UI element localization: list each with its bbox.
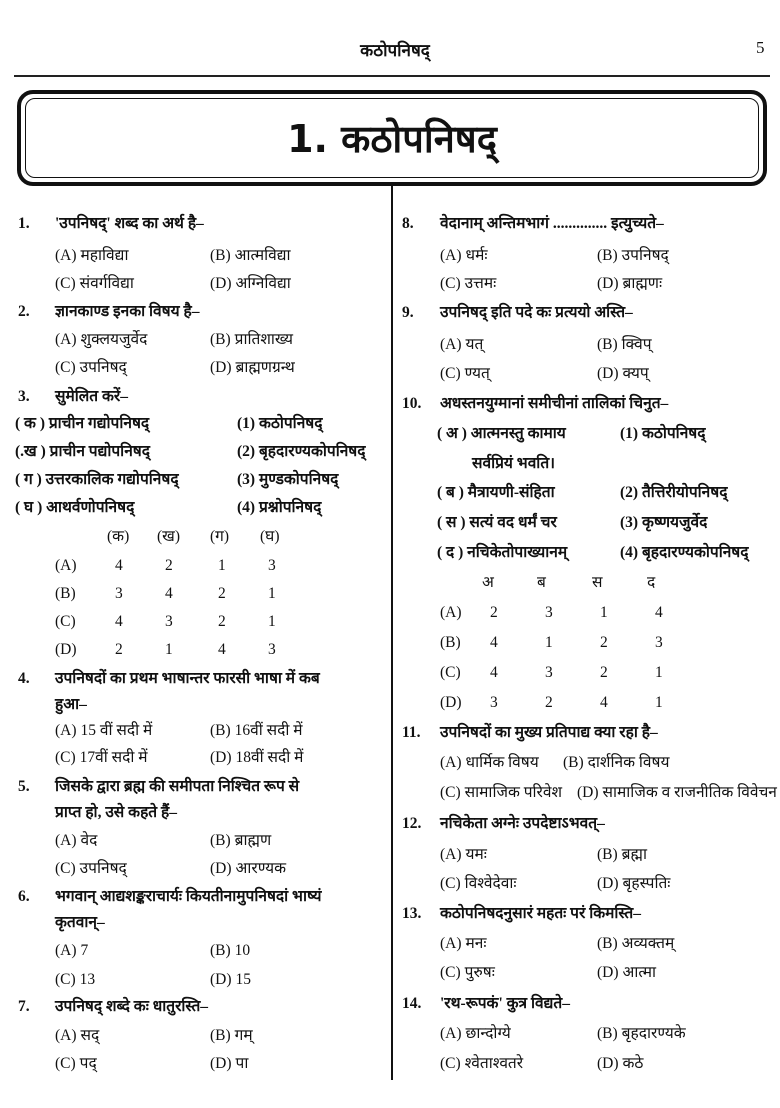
answer-option[interactable] xyxy=(440,272,496,296)
match-table-value: 3 xyxy=(545,604,553,621)
match-left-continuation: सर्वप्रियं भवति। xyxy=(472,455,556,472)
question-number: 4. xyxy=(18,670,30,687)
option-text: 15 वीं सदी में xyxy=(80,722,153,739)
option-text: सद् xyxy=(80,1027,100,1044)
question-number: 14. xyxy=(402,995,422,1012)
answer-option-label[interactable]: (C) xyxy=(55,613,76,630)
option-label: (A) xyxy=(440,1025,462,1042)
question-text: 'उपनिषद्' शब्द का अर्थ है– xyxy=(55,215,204,232)
option-label: (A) xyxy=(55,247,77,264)
option-label: (B) xyxy=(563,754,584,771)
option-text: प्रातिशाख्य xyxy=(234,331,293,348)
match-table-value: 2 xyxy=(218,613,226,630)
match-right-item: (4) बृहदारण्यकोपनिषद् xyxy=(620,544,749,561)
page-number: 5 xyxy=(756,38,765,57)
option-label: (B) xyxy=(210,942,231,959)
option-text: वेद xyxy=(80,832,98,849)
option-label: (D) xyxy=(210,971,232,988)
chapter-title: 1. कठोपनिषद् xyxy=(287,117,497,161)
option-label: (B) xyxy=(210,331,231,348)
match-table-value: 1 xyxy=(655,694,663,711)
option-text: 17वीं सदी में xyxy=(79,749,148,766)
option-text: ब्राह्मणः xyxy=(622,275,663,292)
option-text: कठे xyxy=(622,1055,644,1072)
answer-option[interactable] xyxy=(597,362,649,386)
question-number: 3. xyxy=(18,388,30,405)
answer-option[interactable] xyxy=(440,244,487,268)
match-right-item: (3) कृष्णयजुर्वेद xyxy=(620,514,708,531)
option-text: 16वीं सदी में xyxy=(234,722,303,739)
option-text: दार्शनिक विषय xyxy=(587,754,670,771)
answer-option[interactable] xyxy=(597,1022,686,1046)
question-number: 8. xyxy=(402,215,414,232)
option-label: (D) xyxy=(210,860,232,877)
option-label: (D) xyxy=(597,964,619,981)
answer-option[interactable] xyxy=(597,1052,643,1076)
match-table-header: ब xyxy=(537,574,546,591)
answer-option[interactable] xyxy=(597,961,656,985)
option-label: (A) xyxy=(55,331,77,348)
question-text: भगवान् आद्यशङ्कराचार्यः कियतीनामुपनिषदां भाष्यं xyxy=(55,888,322,905)
match-table-value: 2 xyxy=(600,664,608,681)
question-text: हुआ– xyxy=(55,696,87,713)
match-left-item: ( स ) सत्यं वद धर्मं चर xyxy=(437,514,557,531)
option-text: 10 xyxy=(234,942,251,959)
option-text: आत्मविद्या xyxy=(234,247,291,264)
option-text: धर्मः xyxy=(465,247,488,264)
option-label: (C) xyxy=(55,971,76,988)
option-text: बृहस्पतिः xyxy=(622,875,671,892)
option-text: आत्मा xyxy=(622,964,657,981)
option-label: (B) xyxy=(597,247,618,264)
question-text: उपनिषद् इति पदे कः प्रत्ययो अस्ति– xyxy=(440,304,633,321)
match-table-value: 1 xyxy=(600,604,608,621)
match-table-value: 2 xyxy=(218,585,226,602)
match-table-value: 1 xyxy=(655,664,663,681)
option-label: (B) xyxy=(597,935,618,952)
match-table-value: 1 xyxy=(268,585,276,602)
answer-option[interactable] xyxy=(440,362,490,386)
answer-option[interactable] xyxy=(440,1052,523,1076)
answer-option-label[interactable]: (D) xyxy=(440,694,462,711)
match-left-item: ( ब ) मैत्रायणी-संहिता xyxy=(437,484,555,501)
match-table-value: 1 xyxy=(165,641,173,658)
match-table-value: 1 xyxy=(268,613,276,630)
option-label: (B) xyxy=(210,1027,231,1044)
option-text: उपनिषद् xyxy=(79,860,127,877)
option-label: (A) xyxy=(55,942,77,959)
answer-option[interactable] xyxy=(440,961,495,985)
question-text: सुमेलित करें– xyxy=(55,388,128,405)
question-text: कृतवान्– xyxy=(55,914,105,931)
option-text: यमः xyxy=(465,846,487,863)
option-text: धार्मिक विषय xyxy=(465,754,539,771)
answer-option[interactable] xyxy=(440,333,483,357)
option-text: क्यप् xyxy=(622,365,649,382)
question-text: अधस्तनयुग्मानां समीचीनां तालिकां चिनुत– xyxy=(440,395,669,412)
answer-option-label[interactable]: (A) xyxy=(55,557,77,574)
option-label: (A) xyxy=(440,754,462,771)
option-text: गम् xyxy=(234,1027,253,1044)
match-table-header: द xyxy=(647,574,656,591)
answer-option-label[interactable]: (C) xyxy=(440,664,461,681)
match-right-item: (4) प्रश्नोपनिषद् xyxy=(237,499,322,516)
answer-option[interactable] xyxy=(597,244,669,268)
option-label: (C) xyxy=(55,749,76,766)
match-table-value: 4 xyxy=(655,604,663,621)
option-label: (A) xyxy=(440,846,462,863)
question-text: प्राप्त हो, उसे कहते हैं– xyxy=(55,804,177,821)
option-text: उत्तमः xyxy=(464,275,497,292)
answer-option[interactable] xyxy=(577,781,777,805)
answer-option[interactable] xyxy=(440,843,487,867)
match-left-item: ( अ ) आत्मनस्तु कामाय xyxy=(437,425,566,442)
question-text: कठोपनिषदनुसारं महतः परं किमस्ति– xyxy=(440,905,642,922)
question-number: 1. xyxy=(18,215,30,232)
option-text: 13 xyxy=(79,971,96,988)
option-label: (D) xyxy=(597,875,619,892)
match-table-value: 2 xyxy=(600,634,608,651)
question-number: 9. xyxy=(402,304,414,321)
option-label: (B) xyxy=(597,846,618,863)
running-header: कठोपनिषद् xyxy=(360,41,430,60)
match-table-value: 4 xyxy=(490,634,498,651)
option-text: क्विप् xyxy=(621,336,652,353)
option-text: मनः xyxy=(465,935,487,952)
question-text: जिसके द्वारा ब्रह्म की समीपता निश्चित रूप से xyxy=(55,778,300,795)
option-label: (D) xyxy=(210,359,232,376)
option-text: पा xyxy=(235,1055,249,1072)
answer-option-label[interactable]: (B) xyxy=(55,585,76,602)
option-text: पुरुषः xyxy=(464,964,495,981)
match-table-header: (घ) xyxy=(260,528,280,545)
match-table-value: 3 xyxy=(268,641,276,658)
answer-option[interactable] xyxy=(597,333,652,357)
answer-option-label[interactable]: (D) xyxy=(55,641,77,658)
option-text: पद् xyxy=(79,1055,97,1072)
option-text: छान्दोग्ये xyxy=(465,1025,511,1042)
question-number: 2. xyxy=(18,303,30,320)
match-table-value: 4 xyxy=(115,613,123,630)
option-label: (C) xyxy=(440,964,461,981)
option-text: संवर्गविद्या xyxy=(79,275,134,292)
question-text: ज्ञानकाण्ड इनका विषय है– xyxy=(55,303,200,320)
answer-option[interactable] xyxy=(440,1022,511,1046)
option-label: (D) xyxy=(210,275,232,292)
match-table-header: (ख) xyxy=(157,528,181,545)
match-table-value: 4 xyxy=(600,694,608,711)
option-label: (C) xyxy=(440,275,461,292)
match-table-header: स xyxy=(592,574,603,591)
option-label: (A) xyxy=(440,336,462,353)
answer-option[interactable] xyxy=(597,843,647,867)
option-label: (D) xyxy=(210,1055,232,1072)
option-label: (D) xyxy=(597,365,619,382)
option-text: ण्यत् xyxy=(464,365,490,382)
option-label: (C) xyxy=(55,1055,76,1072)
option-text: महाविद्या xyxy=(80,247,129,264)
option-text: उपनिषद् xyxy=(621,247,669,264)
option-label: (B) xyxy=(597,336,618,353)
option-label: (A) xyxy=(440,247,462,264)
question-number: 13. xyxy=(402,905,422,922)
option-text: 18वीं सदी में xyxy=(235,749,304,766)
option-label: (C) xyxy=(55,359,76,376)
option-text: सामाजिक व राजनीतिक विवेचन xyxy=(602,784,777,801)
column-divider xyxy=(391,183,393,1080)
answer-option[interactable] xyxy=(597,272,662,296)
option-label: (B) xyxy=(210,247,231,264)
match-table-value: 3 xyxy=(115,585,123,602)
option-text: ब्राह्मण xyxy=(234,832,272,849)
option-text: 15 xyxy=(235,971,252,988)
option-label: (B) xyxy=(597,1025,618,1042)
match-right-item: (2) तैत्तिरीयोपनिषद् xyxy=(620,484,728,501)
option-text: सामाजिक परिवेश xyxy=(464,784,563,801)
match-table-value: 3 xyxy=(165,613,173,630)
answer-option[interactable] xyxy=(440,751,539,775)
answer-option[interactable] xyxy=(440,781,562,805)
option-label: (D) xyxy=(597,275,619,292)
match-table-value: 4 xyxy=(115,557,123,574)
question-text: उपनिषद् शब्दे कः धातुरस्ति– xyxy=(55,998,209,1015)
match-table-value: 4 xyxy=(165,585,173,602)
option-text: श्वेताश्वतरे xyxy=(464,1055,524,1072)
option-label: (C) xyxy=(440,1055,461,1072)
question-text: वेदानाम् अन्तिमभागं .............. इत्युच्यते– xyxy=(440,215,664,232)
match-left-item: ( घ ) आथर्वणोपनिषद् xyxy=(15,499,135,516)
match-right-item: (1) कठोपनिषद् xyxy=(620,425,706,442)
match-table-value: 3 xyxy=(490,694,498,711)
option-text: शुक्लयजुर्वेद xyxy=(80,331,148,348)
question-text: उपनिषदों का मुख्य प्रतिपाद्य क्या रहा है– xyxy=(440,724,658,741)
option-text: उपनिषद् xyxy=(79,359,127,376)
match-table-value: 2 xyxy=(490,604,498,621)
match-left-item: (.ख ) प्राचीन पद्योपनिषद् xyxy=(15,443,150,460)
match-table-header: अ xyxy=(482,574,494,591)
match-table-value: 3 xyxy=(655,634,663,651)
option-label: (D) xyxy=(597,1055,619,1072)
option-label: (C) xyxy=(55,860,76,877)
match-table-value: 4 xyxy=(490,664,498,681)
question-text: नचिकेता अग्नेः उपदेष्टाऽभवत्– xyxy=(440,815,605,832)
match-table-value: 3 xyxy=(268,557,276,574)
option-label: (A) xyxy=(55,1027,77,1044)
match-table-header: (क) xyxy=(107,528,130,545)
option-text: 7 xyxy=(80,942,89,959)
match-table-header: (ग) xyxy=(210,528,230,545)
question-text: 'रथ-रूपकं' कुत्र विद्यते– xyxy=(440,995,570,1012)
option-label: (A) xyxy=(55,832,77,849)
question-text: उपनिषदों का प्रथम भाषान्तर फारसी भाषा में कब xyxy=(55,670,320,687)
match-right-item: (2) बृहदारण्यकोपनिषद् xyxy=(237,443,366,460)
match-right-item: (1) कठोपनिषद् xyxy=(237,415,323,432)
answer-option[interactable] xyxy=(563,751,669,775)
option-label: (D) xyxy=(577,784,599,801)
option-label: (C) xyxy=(55,275,76,292)
option-text: बृहदारण्यके xyxy=(621,1025,686,1042)
option-text: अग्निविद्या xyxy=(235,275,291,292)
question-number: 11. xyxy=(402,724,421,741)
match-table-value: 2 xyxy=(545,694,553,711)
answer-option[interactable] xyxy=(440,932,487,956)
question-number: 10. xyxy=(402,395,422,412)
question-number: 12. xyxy=(402,815,422,832)
match-table-value: 2 xyxy=(115,641,123,658)
match-left-item: ( क ) प्राचीन गद्योपनिषद् xyxy=(15,415,150,432)
match-table-value: 4 xyxy=(218,641,226,658)
answer-option[interactable] xyxy=(597,872,670,896)
match-left-item: ( ग ) उत्तरकालिक गद्योपनिषद् xyxy=(15,471,179,488)
answer-option-label[interactable]: (A) xyxy=(440,604,462,621)
match-table-value: 1 xyxy=(218,557,226,574)
answer-option-label[interactable]: (B) xyxy=(440,634,461,651)
question-number: 5. xyxy=(18,778,30,795)
option-label: (B) xyxy=(210,722,231,739)
option-text: विश्वेदेवाः xyxy=(464,875,517,892)
match-left-item: ( द ) नचिकेतोपाख्यानम् xyxy=(437,544,568,561)
match-table-value: 2 xyxy=(165,557,173,574)
option-text: यत् xyxy=(465,336,484,353)
answer-option[interactable] xyxy=(440,872,517,896)
match-table-value: 1 xyxy=(545,634,553,651)
question-number: 7. xyxy=(18,998,30,1015)
option-text: आरण्यक xyxy=(235,860,286,877)
option-label: (C) xyxy=(440,365,461,382)
option-label: (A) xyxy=(440,935,462,952)
option-text: ब्रह्मा xyxy=(621,846,647,863)
match-right-item: (3) मुण्डकोपनिषद् xyxy=(237,471,339,488)
option-label: (C) xyxy=(440,784,461,801)
match-table-value: 3 xyxy=(545,664,553,681)
option-label: (D) xyxy=(210,749,232,766)
option-label: (B) xyxy=(210,832,231,849)
option-text: ब्राह्मणग्रन्थ xyxy=(235,359,295,376)
option-text: अव्यक्तम् xyxy=(621,935,675,952)
option-label: (A) xyxy=(55,722,77,739)
option-label: (C) xyxy=(440,875,461,892)
question-number: 6. xyxy=(18,888,30,905)
answer-option[interactable] xyxy=(597,932,674,956)
